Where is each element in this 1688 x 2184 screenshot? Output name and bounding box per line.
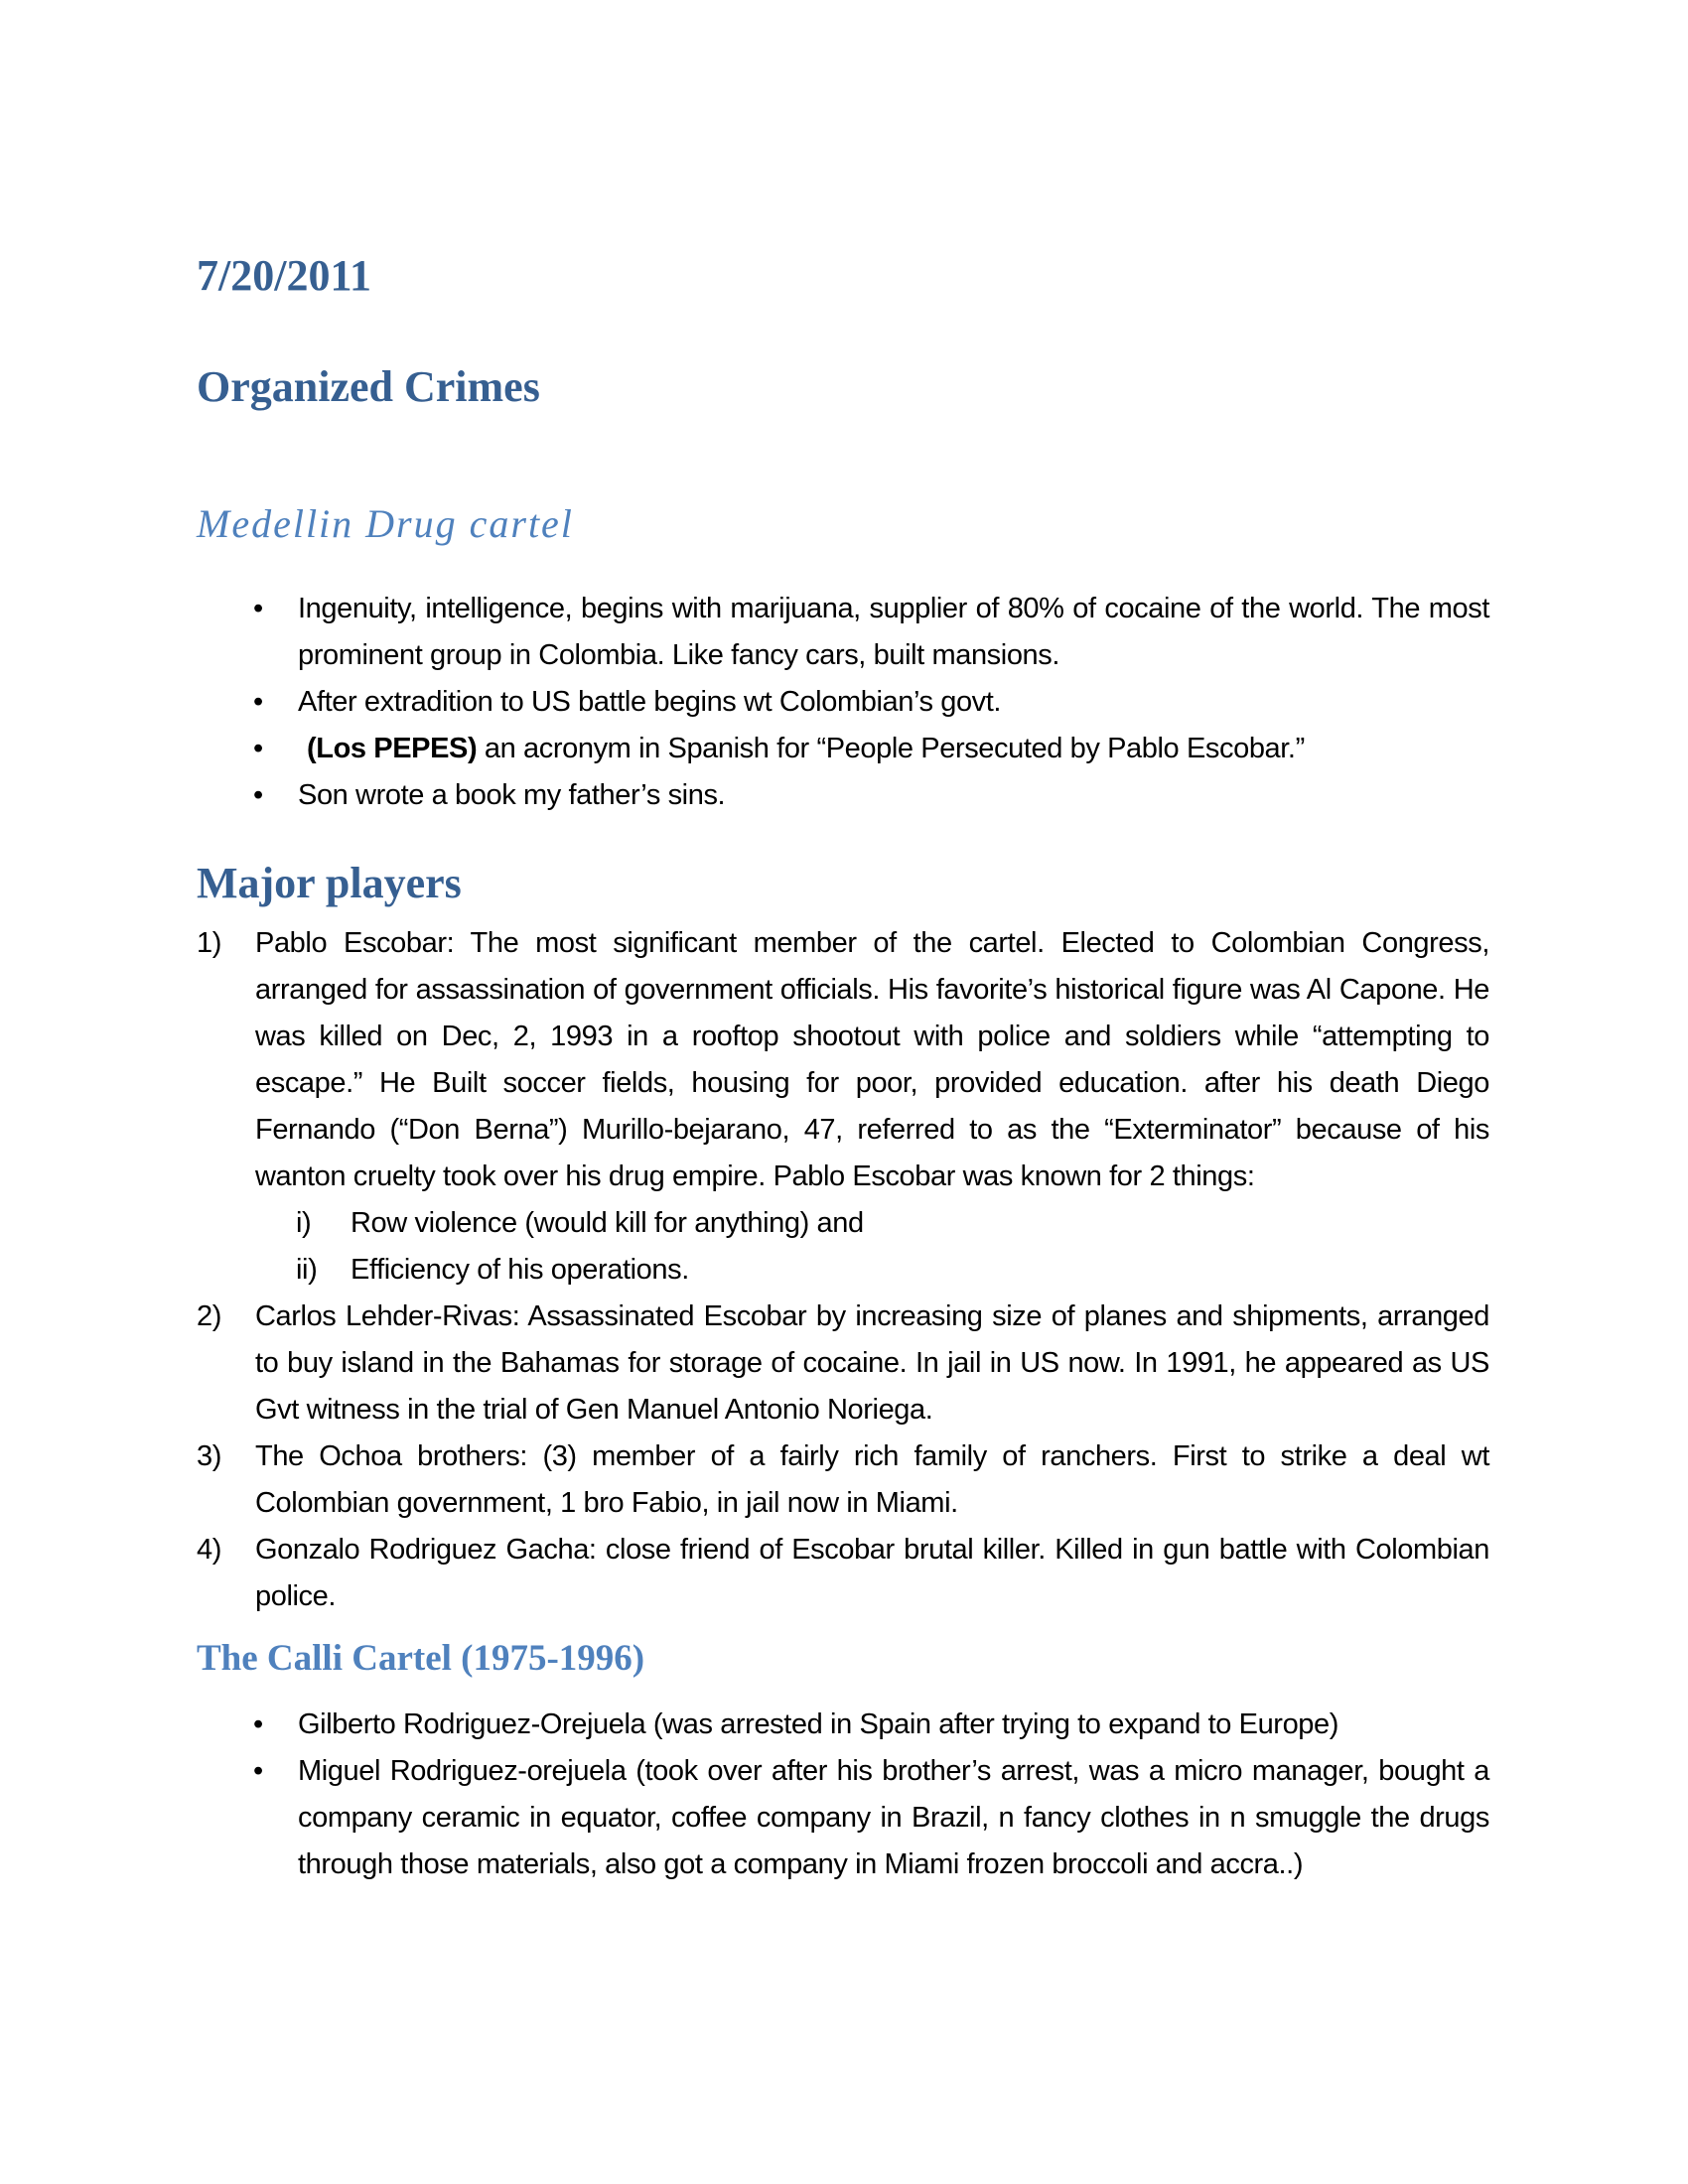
list-item <box>197 772 1489 819</box>
numbered-item <box>197 1433 1489 1527</box>
numbered-item <box>197 1527 1489 1620</box>
sub-item <box>197 1247 1489 1294</box>
item-text: The Ochoa brothers: (3) member of a fairly rich family of ranchers. First to strike a deal wt Colombian government, 1 bro Fabio, in jail now in Miami. <box>255 1440 1489 1519</box>
numbered-item <box>197 920 1489 1200</box>
major-players-list <box>197 920 1489 1620</box>
item-number: 4) <box>197 1534 221 1566</box>
item-text: Pablo Escobar: The most significant member of the cartel. Elected to Colombian Congress, arranged for assassination of government officials. His favorite’s historical figure was Al Capone. He was killed on Dec, 2, 1993 in a rooftop shootout with police and soldiers while “attempting to escape.” He Built soccer fields, housing for poor, provided education. after his death Diego Fernando (“Don Berna”) Murillo-bejarano, 47, referred to as the “Exterminator” because of his wanton cruelty took over his drug empire. Pablo Escobar was known for 2 things: <box>255 927 1489 1192</box>
bullet-icon: • <box>253 1708 263 1740</box>
calli-bullet-list <box>197 1702 1489 1888</box>
calli-cartel-heading: The Calli Cartel (1975-1996) <box>197 1638 645 1679</box>
item-text: Gonzalo Rodriguez Gacha: close friend of Escobar brutal killer. Killed in gun battle with Colombian police. <box>255 1534 1489 1612</box>
bullet-icon: • <box>253 779 263 811</box>
sub-item-text: Row violence (would kill for anything) and <box>351 1207 864 1239</box>
list-item <box>197 679 1489 726</box>
bullet-icon: • <box>253 593 263 624</box>
item-number: 2) <box>197 1300 221 1332</box>
document-title: Organized Crimes <box>197 362 540 411</box>
list-item <box>197 726 1489 772</box>
bullet-icon: • <box>253 733 263 764</box>
sub-item-text: Efficiency of his operations. <box>351 1254 689 1286</box>
medellin-subtitle: Medellin Drug cartel <box>197 501 574 546</box>
sub-item-number: ii) <box>296 1254 318 1286</box>
list-item-bold-text: (Los PEPES) <box>307 733 478 764</box>
medellin-bullet-list <box>197 586 1489 819</box>
list-item <box>197 1748 1489 1888</box>
bullet-icon: • <box>253 1755 263 1787</box>
list-item-text: Gilberto Rodriguez-Orejuela (was arrested in Spain after trying to expand to Europe) <box>298 1708 1339 1740</box>
list-item-text: After extradition to US battle begins wt Colombian’s govt. <box>298 686 1002 718</box>
major-players-heading: Major players <box>197 859 462 907</box>
sub-item <box>197 1200 1489 1247</box>
item-number: 3) <box>197 1440 221 1472</box>
list-item <box>197 1702 1489 1748</box>
item-number: 1) <box>197 927 221 959</box>
list-item-text: Miguel Rodriguez-orejuela (took over after his brother’s arrest, was a micro manager, bought a company ceramic in equator, coffee company in Brazil, n fancy clothes in n smuggle the drugs through those materials, also got a company in Miami frozen broccoli and accra..) <box>298 1755 1489 1880</box>
list-item <box>197 586 1489 679</box>
list-item-text: Ingenuity, intelligence, begins with marijuana, supplier of 80% of cocaine of the world. The most prominent group in Colombia. Like fancy cars, built mansions. <box>298 593 1489 671</box>
bullet-icon: • <box>253 686 263 718</box>
list-item-text: Son wrote a book my father’s sins. <box>298 779 726 811</box>
date-heading: 7/20/2011 <box>197 251 372 300</box>
list-item-text: an acronym in Spanish for “People Persecuted by Pablo Escobar.” <box>477 733 1305 764</box>
numbered-item <box>197 1294 1489 1433</box>
sub-item-number: i) <box>296 1207 312 1239</box>
item-text: Carlos Lehder-Rivas: Assassinated Escobar by increasing size of planes and shipments, arranged to buy island in the Bahamas for storage of cocaine. In jail in US now. In 1991, he appeared as US Gvt witness in the trial of Gen Manuel Antonio Noriega. <box>255 1300 1489 1426</box>
